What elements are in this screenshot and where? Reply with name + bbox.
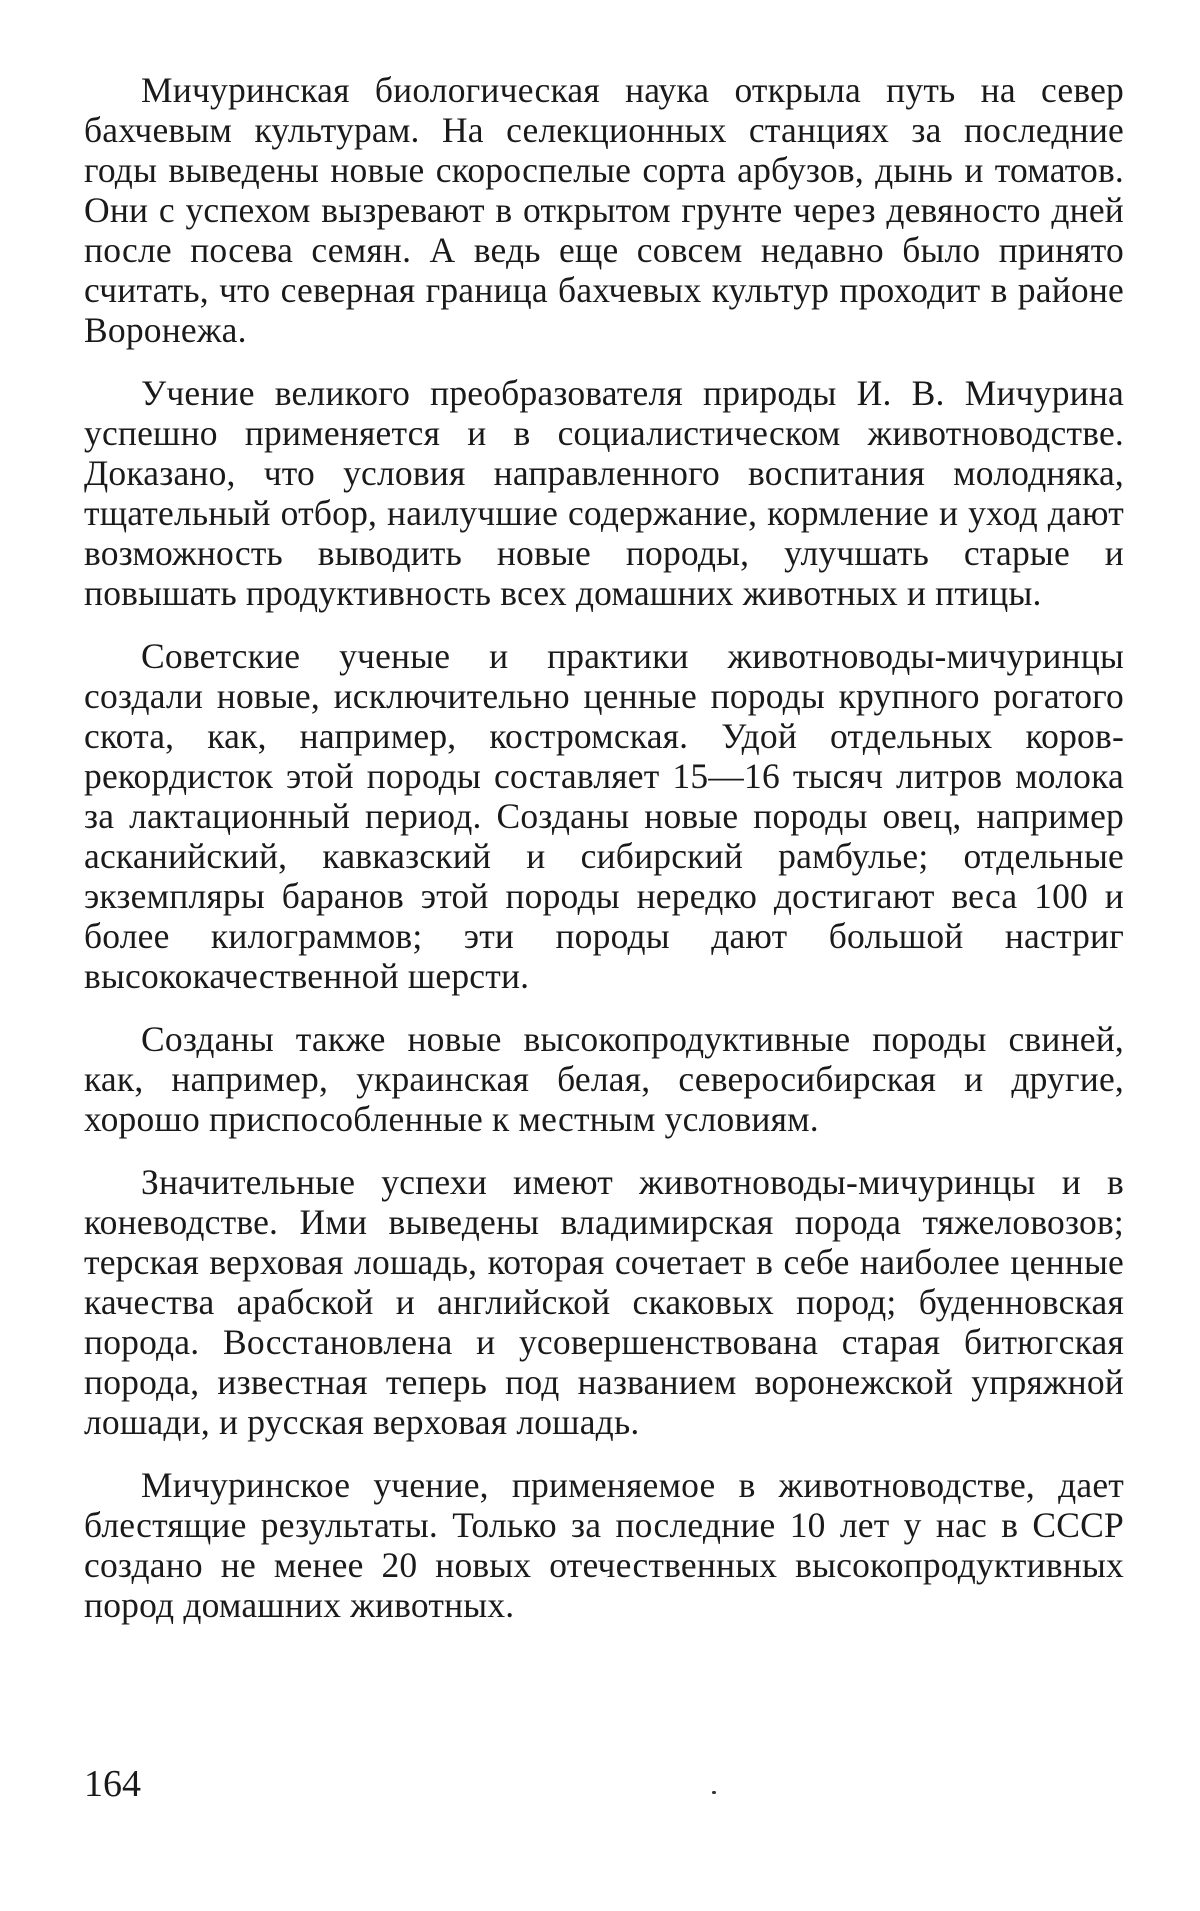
page-body [84,70,1124,1648]
paragraph-2: Учение великого преобразователя природы И. В. Мичурина успешно применяется и в социалистическом животноводстве. Доказано, что условия направленного воспитания молодняка, тщательный отбор, наилучшие содержание, кормление и уход дают возможность выводить новые породы, улучшать старые и повышать продуктивность всех домашних животных и птицы. [84,373,1124,613]
paragraph-6: Мичуринское учение, применяемое в животноводстве, дает блестящие результаты. Только за последние 10 лет у нас в СССР создано не менее 20 новых отечественных высокопродуктивных пород домашних животных. [84,1465,1124,1625]
paragraph-4: Созданы также новые высокопродуктивные породы свиней, как, например, украинская белая, северосибирская и другие, хорошо приспособленные к местным условиям. [84,1019,1124,1139]
paragraph-5: Значительные успехи имеют животноводы-мичуринцы и в коневодстве. Ими выведены владимирская порода тяжеловозов; терская верховая лошадь, которая сочетает в себе наиболее ценные качества арабской и английской скаковых пород; буденновская порода. Восстановлена и усовершенствована старая битюгская порода, известная теперь под названием воронежской упряжной лошади, и русская верховая лошадь. [84,1162,1124,1442]
paragraph-3: Советские ученые и практики животноводы-мичуринцы создали новые, исключительно ценные породы крупного рогатого скота, как, например, костромская. Удой отдельных коров-рекордисток этой породы составляет 15—16 тысяч литров молока за лактационный период. Созданы новые породы овец, например асканийский, кавказский и сибирский рамбулье; отдельные экземпляры баранов этой породы нередко достигают веса 100 и более килограммов; эти породы дают большой настриг высококачественной шерсти. [84,636,1124,996]
print-speck [712,1791,716,1794]
paragraph-1: Мичуринская биологическая наука открыла путь на север бахчевым культурам. На селекционных станциях за последние годы выведены новые скороспелые сорта арбузов, дынь и томатов. Они с успехом вызревают в открытом грунте через девяносто дней после посева семян. А ведь еще совсем недавно было принято считать, что северная граница бахчевых культур проходит в районе Воронежа. [84,70,1124,350]
page-number: 164 [84,1763,141,1805]
